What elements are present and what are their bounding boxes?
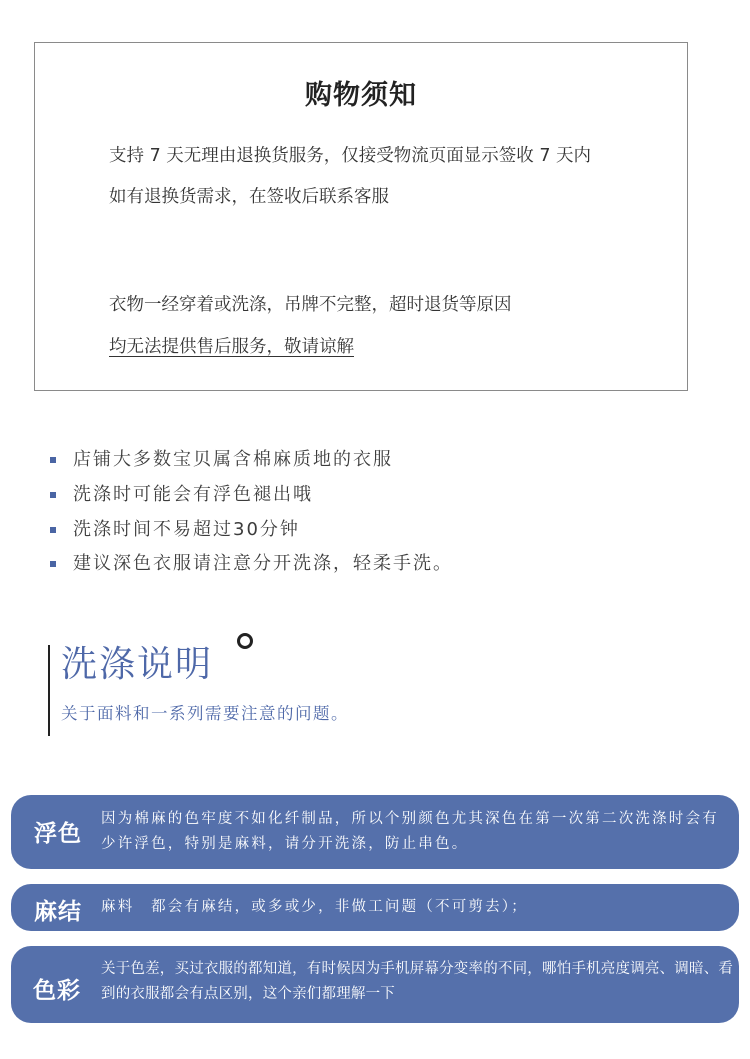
washing-instructions-subtitle: 关于面料和一系列需要注意的问题。 xyxy=(61,704,349,723)
list-item xyxy=(50,516,453,551)
square-bullet-icon xyxy=(50,561,56,567)
card-label: 色彩 xyxy=(33,978,81,1004)
card-text: 关于色差，买过衣服的都知道，有时候因为手机屏幕分变率的不同，哪怕手机亮度调亮、调暗、看到的衣服都会有点区别，这个亲们都理解一下 xyxy=(101,961,734,1002)
notice-line-contact-service: 如有退换货需求，在签收后联系客服 xyxy=(109,187,389,207)
tip-text: 洗涤时可能会有浮色褪出哦 xyxy=(73,483,313,505)
card-text: 因为棉麻的色牢度不如化纤制品，所以个别颜色尤其深色在第一次第二次洗涤时会有少许浮色，特别是麻料，请分开洗涤，防止串色。 xyxy=(101,811,719,852)
shopping-notice-box xyxy=(34,42,688,391)
notice-line-no-after-sales: 均无法提供售后服务，敬请谅解 xyxy=(109,337,354,357)
list-item xyxy=(50,550,453,585)
card-label: 浮色 xyxy=(34,821,82,847)
square-bullet-icon xyxy=(50,527,56,533)
section-divider-bar xyxy=(48,645,50,736)
card-color-difference xyxy=(11,946,739,1023)
tip-text: 店铺大多数宝贝属含棉麻质地的衣服 xyxy=(73,449,393,470)
tip-text: 洗涤时间不易超过30分钟 xyxy=(73,518,300,540)
card-floating-color xyxy=(11,795,739,869)
notice-line-return-policy: 支持 7 天无理由退换货服务，仅接受物流页面显示签收 7 天内 xyxy=(109,146,592,166)
card-text: 麻料 都会有麻结，或多或少，非做工问题（不可剪去）； xyxy=(101,899,528,915)
ring-decoration-icon xyxy=(237,633,253,649)
notice-title: 购物须知 xyxy=(305,80,417,111)
card-linen-knots xyxy=(11,884,739,931)
washing-instructions-title: 洗涤说明 xyxy=(61,644,214,685)
notice-line-exclusions: 衣物一经穿着或洗涤，吊牌不完整，超时退货等原因 xyxy=(109,295,512,315)
list-item xyxy=(50,446,453,481)
square-bullet-icon xyxy=(50,457,56,463)
tip-text: 建议深色衣服请注意分开洗涤，轻柔手洗。 xyxy=(73,553,453,575)
care-tips-list xyxy=(50,446,453,585)
square-bullet-icon xyxy=(50,492,56,498)
card-label: 麻结 xyxy=(34,899,82,925)
list-item xyxy=(50,481,453,516)
